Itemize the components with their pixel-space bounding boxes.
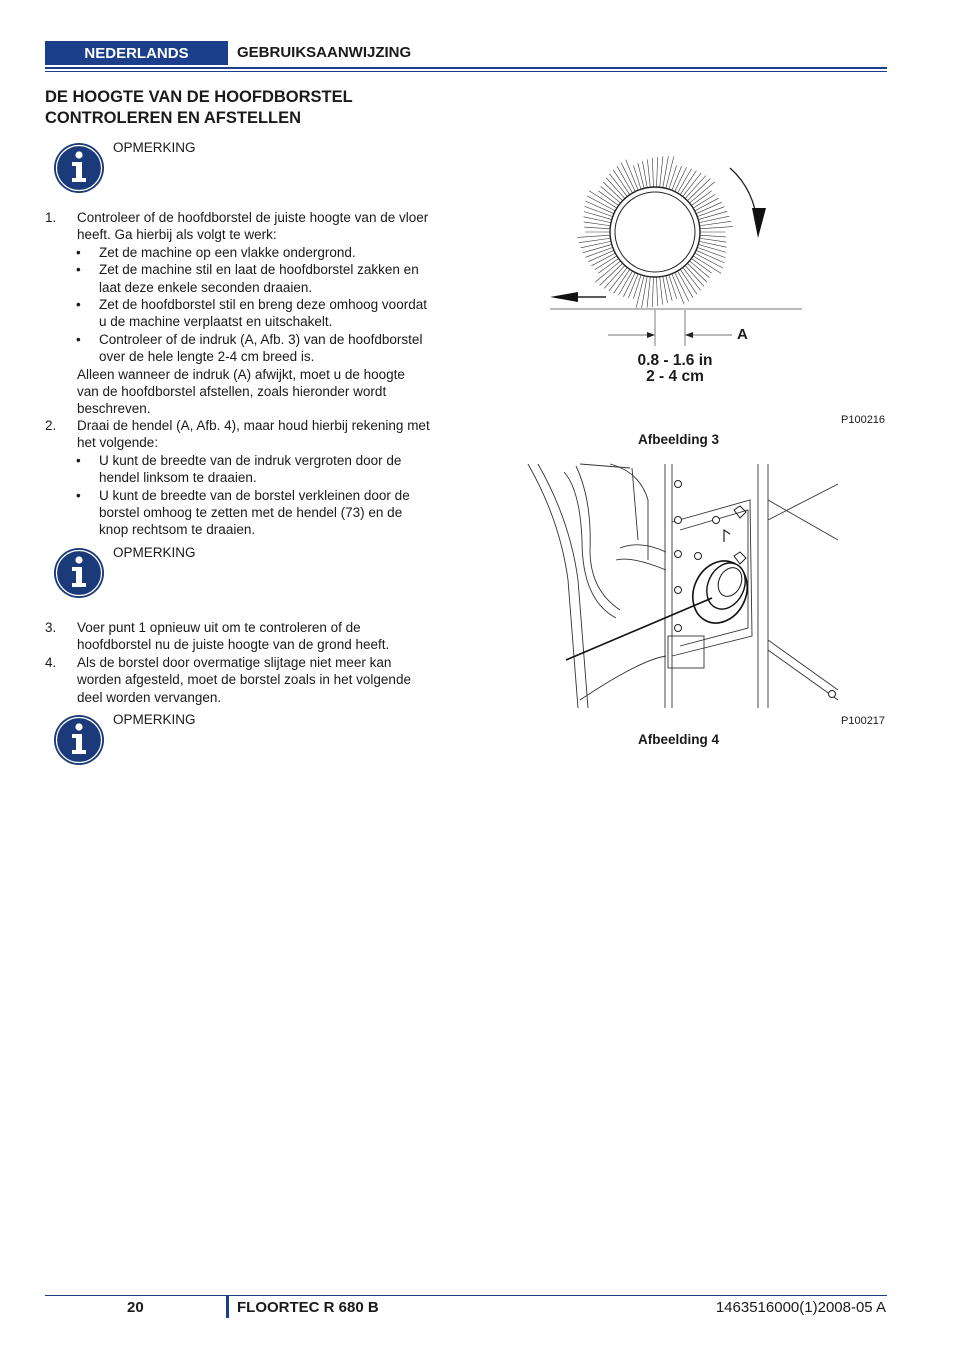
bullet-text: laat deze enkele seconden draaien. [99, 279, 313, 295]
step-number: 2. [45, 418, 57, 433]
figure-3-brush-diagram [540, 150, 820, 350]
info-icon [53, 547, 105, 599]
figure-4-caption: Afbeelding 4 [638, 732, 720, 747]
step-text: worden afgesteld, moet de borstel zoals in het volgende [77, 672, 411, 688]
language-label: NEDERLANDS [45, 41, 228, 65]
bullet-text: u de machine verplaatst en uitschakelt. [99, 314, 333, 330]
brush-symbol-icon [734, 552, 746, 564]
figure-4-lever-drawing [520, 460, 845, 712]
bullet-text: U kunt de breedte van de borstel verkleinen door de [99, 487, 410, 503]
document-code: 1463516000(1)2008-05 A [715, 1299, 886, 1316]
measurement-inches: 0.8 - 1.6 in [637, 352, 713, 369]
figure-4-ref: P100217 [841, 715, 886, 727]
info-icon [53, 142, 105, 194]
product-name: FLOORTEC R 680 B [237, 1299, 379, 1316]
figure-3-measurement [600, 353, 750, 385]
step-text: Alleen wanneer de indruk (A) afwijkt, moet u de hoogte [77, 366, 405, 382]
info-icon [53, 714, 105, 766]
step-1 [45, 209, 465, 419]
header-rule-thin [45, 71, 887, 72]
dimension-arrow-icon [685, 332, 693, 338]
section-title-line-2: CONTROLEREN EN AFSTELLEN [45, 109, 302, 127]
step-text: Draai de hendel (A, Afb. 4), maar houd hierbij rekening met [77, 418, 430, 433]
bullet-text: Zet de hoofdborstel stil en breng deze omhoog voordat [99, 297, 427, 312]
step-number: 3. [45, 620, 57, 635]
direction-arrow-icon [550, 292, 578, 302]
bullet: • [76, 487, 81, 503]
step-text: Controleer of de hoofdborstel de juiste hoogte van de vloer [77, 210, 429, 225]
measurement-cm: 2 - 4 cm [646, 368, 704, 385]
bullet: • [76, 244, 81, 260]
figure-3-label-a: A [737, 326, 748, 343]
dimension-arrow-icon [647, 332, 655, 338]
step-text: deel worden vervangen. [77, 689, 222, 705]
figure-3-caption: Afbeelding 3 [638, 432, 720, 447]
figure-3-ref: P100216 [841, 414, 886, 426]
bullet-text: knop rechtsom te draaien. [99, 522, 256, 538]
header-rule [45, 67, 887, 69]
brush-core [615, 192, 695, 272]
bullet-text: over de hele lengte 2-4 cm breed is. [99, 349, 315, 365]
step-text: het volgende: [77, 435, 159, 451]
note-label: OPMERKING [113, 712, 196, 727]
bullet-text: Controleer of de indruk (A, Afb. 3) van de hoofdborstel [99, 331, 423, 347]
step-text: van de hoofdborstel afstellen, zoals hieronder wordt [77, 384, 387, 399]
bullet-text: Zet de machine op een vlakke ondergrond. [99, 244, 356, 260]
section-title-line-1: DE HOOGTE VAN DE HOOFDBORSTEL [45, 88, 353, 106]
step-text: beschreven. [77, 401, 151, 417]
step-number: 4. [45, 654, 57, 670]
footer-divider [226, 1296, 229, 1318]
arrow-up-icon [724, 530, 730, 542]
document-type-label: GEBRUIKSAANWIJZING [237, 44, 412, 61]
note-label: OPMERKING [113, 140, 196, 155]
section-title [45, 87, 485, 129]
page-number: 20 [127, 1299, 144, 1316]
footer-rule [45, 1295, 887, 1296]
bullet: • [76, 452, 81, 468]
rotation-arc [730, 168, 758, 228]
bullet-text: Zet de machine stil en laat de hoofdborstel zakken en [99, 262, 419, 278]
bullet-text: U kunt de breedte van de indruk vergroten door de [99, 452, 402, 468]
bullet: • [76, 331, 81, 347]
step-text: heeft. Ga hierbij als volgt te werk: [77, 227, 277, 243]
adjustment-lever-icon [683, 552, 757, 632]
step-number: 1. [45, 210, 57, 225]
step-text: Als de borstel door overmatige slijtage niet meer kan [77, 654, 392, 670]
rotation-arrow-icon [752, 208, 766, 238]
note-label: OPMERKING [113, 545, 196, 560]
bullet-text: hendel linksom te draaien. [99, 470, 257, 486]
bullet: • [76, 297, 81, 312]
bullet-text: borstel omhoog te zetten met de hendel (73) en de [99, 505, 403, 520]
step-text: hoofdborstel nu de juiste hoogte van de grond heeft. [77, 637, 390, 653]
step-2 [45, 417, 465, 542]
step-3-4 [45, 619, 465, 709]
bullet: • [76, 262, 81, 278]
leader-line [566, 598, 712, 660]
step-text: Voer punt 1 opnieuw uit om te controleren of de [77, 620, 361, 635]
